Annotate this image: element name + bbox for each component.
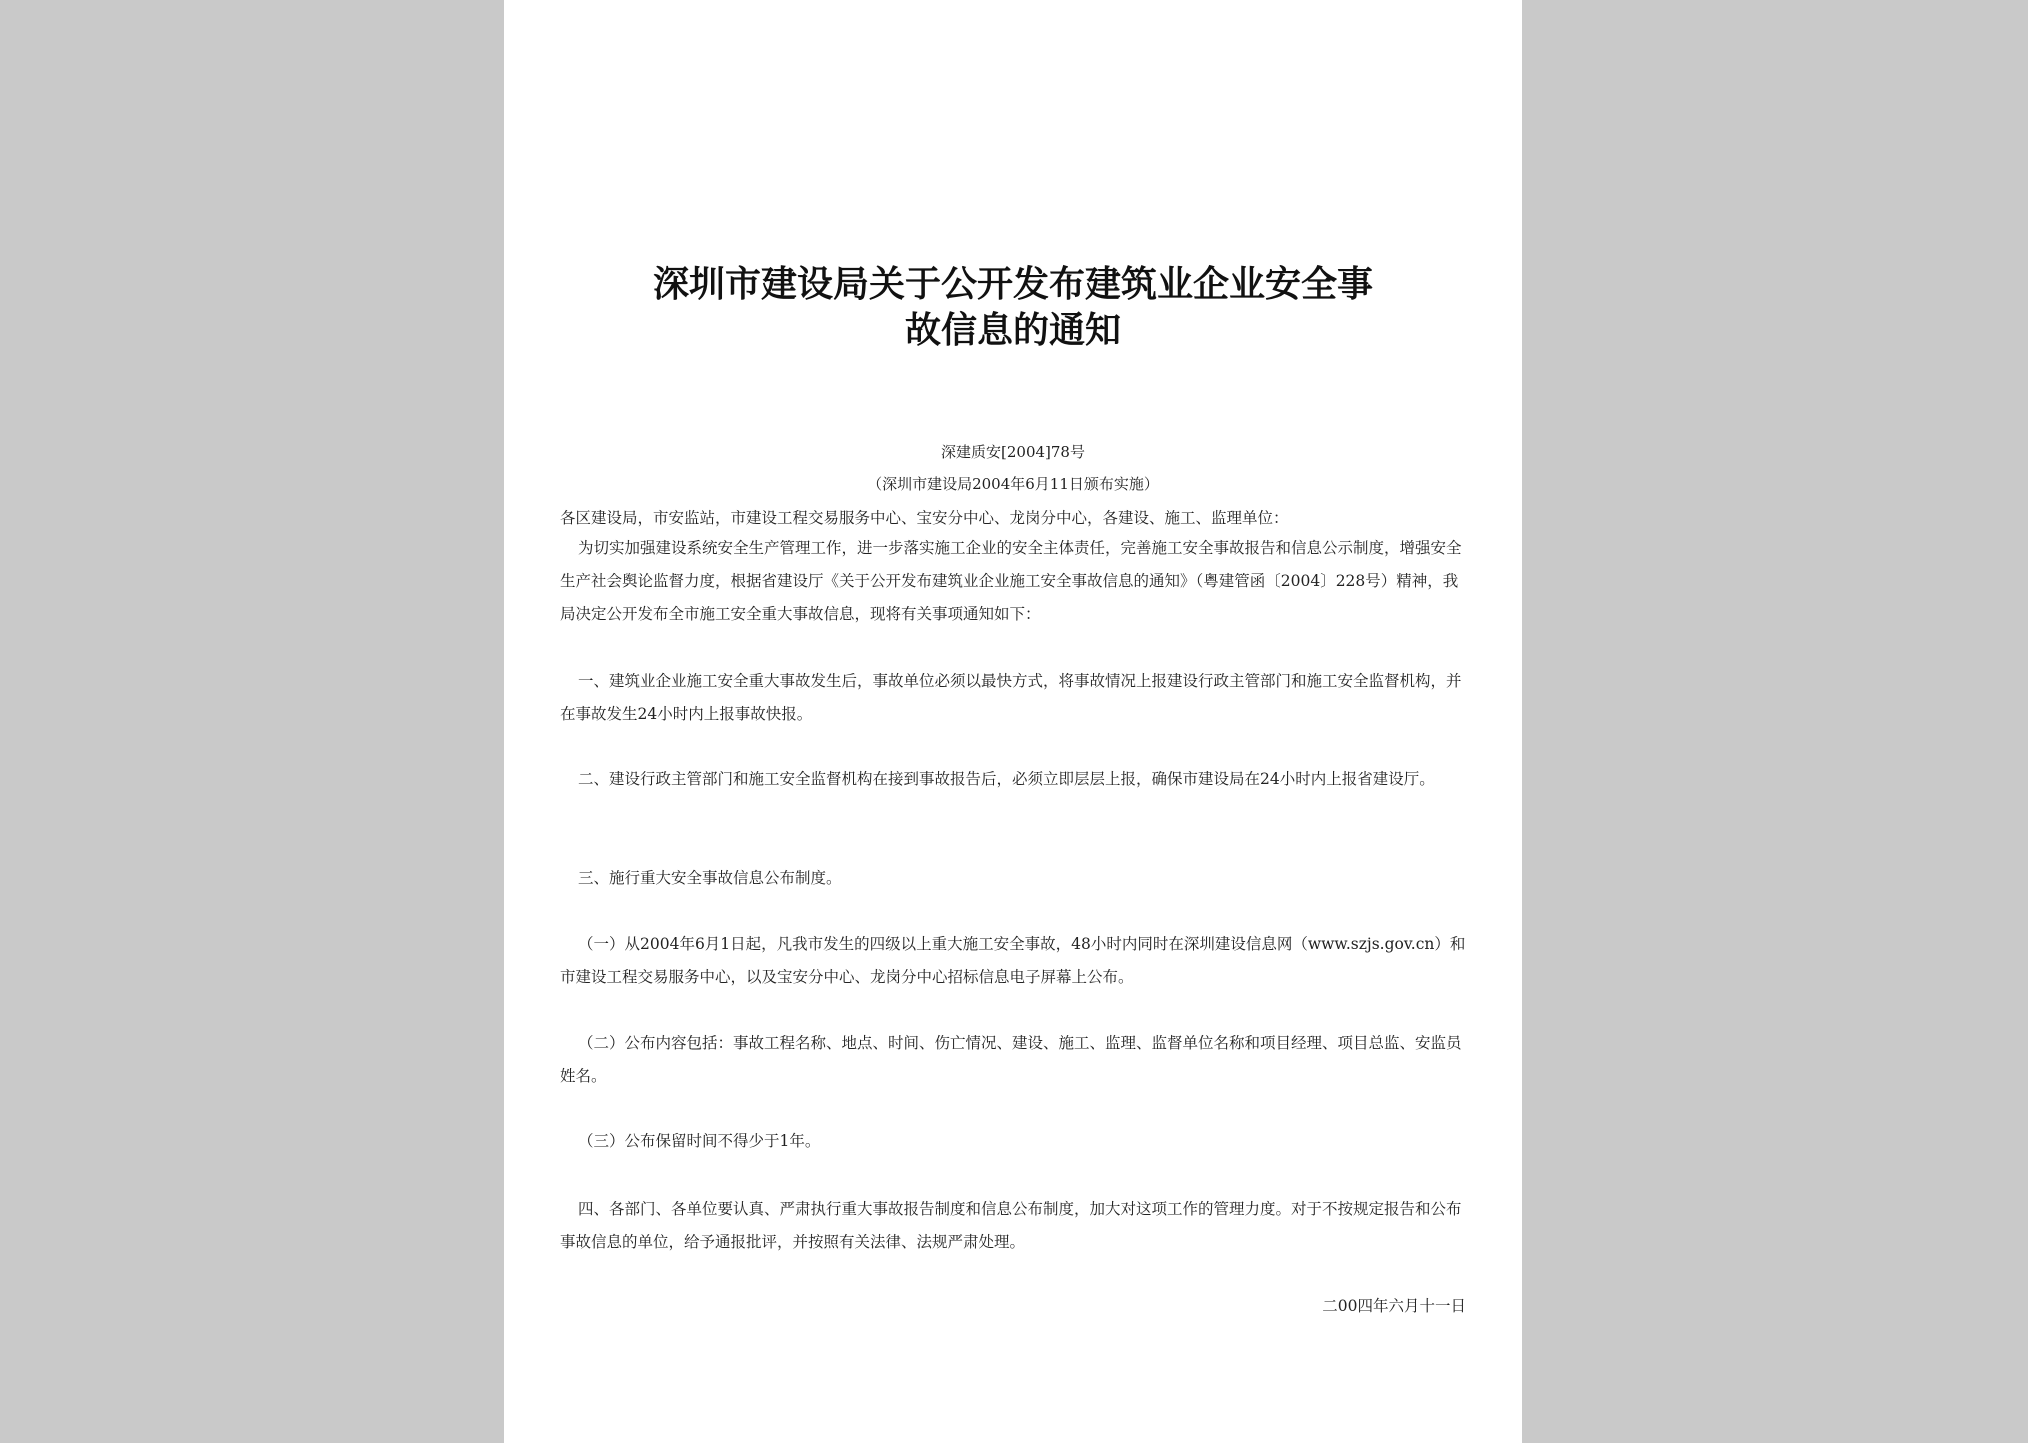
document-title: 深圳市建设局关于公开发布建筑业企业安全事故信息的通知 [652,264,1373,351]
item-3: 三、施行重大安全事故信息公布制度。 [578,869,842,887]
addressees: 各区建设局，市安监站，市建设工程交易服务中心、宝安分中心、龙岗分中心，各建设、施工、监理单位： [560,509,1289,527]
item-1: 一、建筑业企业施工安全重大事故发生后，事故单位必须以最快方式，将事故情况上报建设行政主管部门和施工安全监督机构，并在事故发生24小时内上报事故快报。 [560,672,1462,723]
issued-note: （深圳市建设局2004年6月11日颁布实施） [867,475,1159,493]
intro-paragraph: 为切实加强建设系统安全生产管理工作，进一步落实施工企业的安全主体责任，完善施工安全事故报告和信息公示制度，增强安全生产社会舆论监督力度，根据省建设厅《关于公开发布建筑业企业施工安全事故信息的通知》（粤建管函〔2004〕228号）精神，我局决定公开发布全市施工安全重大事故信息，现将有关事项通知如下： [560,539,1462,623]
item-2: 二、建设行政主管部门和施工安全监督机构在接到事故报告后，必须立即层层上报，确保市建设局在24小时内上报省建设厅。 [578,770,1435,788]
item-3-2: （二）公布内容包括：事故工程名称、地点、时间、伤亡情况、建设、施工、监理、监督单位名称和项目经理、项目总监、安监员姓名。 [560,1034,1462,1085]
document-date: 二00四年六月十一日 [1322,1297,1466,1315]
document-page [504,0,1522,1443]
item-4: 四、各部门、各单位要认真、严肃执行重大事故报告制度和信息公布制度，加大对这项工作的管理力度。对于不按规定报告和公布事故信息的单位，给予通报批评，并按照有关法律、法规严肃处理。 [560,1200,1462,1251]
document-number: 深建质安[2004]78号 [941,443,1085,461]
item-3-1: （一）从2004年6月1日起，凡我市发生的四级以上重大施工安全事故，48小时内同时在深圳建设信息网（www.szjs.gov.cn）和市建设工程交易服务中心，以及宝安分中心、龙岗分中心招标信息电子屏幕上公布。 [560,935,1466,986]
item-3-3: （三）公布保留时间不得少于1年。 [578,1132,821,1150]
